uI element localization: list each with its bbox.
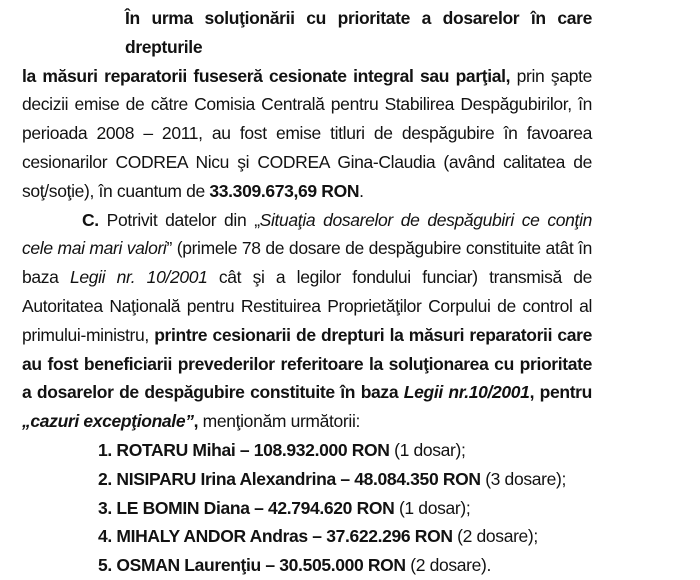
text-segment: au fost beneficiarii prevederilor referitoare la soluţionarea cu prioritate xyxy=(22,353,592,374)
text-segment: Potrivit datelor din „ xyxy=(98,209,260,230)
text-segment: În urma soluţionării cu prioritate a dosarelor în care drepturile xyxy=(125,8,592,57)
text-segment: ” (primele 78 de dosare de despăgubire constituite atât în xyxy=(166,238,593,259)
text-segment: Legii nr.10/2001 xyxy=(403,382,530,403)
text-segment: Situaţia dosarelor de despăgubiri ce conţin xyxy=(259,209,592,230)
text-segment: . xyxy=(359,180,364,201)
paragraph-line xyxy=(22,350,592,379)
paragraph-line xyxy=(22,321,592,350)
text-segment: Autoritatea Naţională pentru Restituirea Proprietăţilor Corpului de control al xyxy=(22,295,592,316)
text-segment: menţionăm următorii: xyxy=(198,411,360,432)
text-segment: printre cesionarii de drepturi la măsuri reparatorii care xyxy=(154,324,592,345)
text-segment: C. xyxy=(82,209,99,230)
text-segment: baza xyxy=(22,267,70,288)
text-segment: , xyxy=(193,411,199,432)
text-segment: 4. MIHALY ANDOR Andras – 37.622.296 RON xyxy=(98,526,458,547)
text-segment: 5. OSMAN Laurenţiu – 30.505.000 RON xyxy=(98,555,411,576)
paragraph-line xyxy=(22,148,592,177)
text-segment: 2. NISIPARU Irina Alexandrina – 48.084.350 RON xyxy=(98,468,486,489)
text-segment: (1 dosar); xyxy=(398,497,471,518)
paragraph-line xyxy=(22,263,592,292)
paragraph-line xyxy=(22,234,592,263)
paragraph-line xyxy=(22,90,592,119)
paragraph-line xyxy=(22,378,592,407)
text-segment: , pentru xyxy=(529,382,592,403)
paragraph-line xyxy=(22,4,592,62)
text-segment: a dosarelor de despăgubire constituite în baza xyxy=(22,382,404,403)
text-segment: (2 dosare). xyxy=(410,555,492,576)
text-segment: cesionarilor CODREA Nicu şi CODREA Gina-Claudia (având calitatea de xyxy=(22,151,592,172)
paragraph-line xyxy=(22,292,592,321)
paragraph-line xyxy=(22,62,592,91)
text-segment: 33.309.673,69 RON xyxy=(209,180,360,201)
text-segment: 3. LE BOMIN Diana – 42.794.620 RON xyxy=(98,497,399,518)
text-segment: la măsuri reparatorii fuseseră cesionate integral sau parţial, xyxy=(22,65,511,86)
list-item xyxy=(22,494,592,523)
text-segment: cât şi a legilor fondului funciar) transmisă de xyxy=(207,267,593,288)
text-segment: (1 dosar); xyxy=(394,439,466,460)
text-segment: decizii emise de către Comisia Centrală pentru Stabilirea Despăgubirilor, în xyxy=(22,94,592,115)
text-segment: „cazuri excepţionale” xyxy=(22,411,194,432)
text-segment: 1. ROTARU Mihai – 108.932.000 RON xyxy=(98,439,395,460)
text-segment: soţ/soţie), în cuantum de xyxy=(22,180,210,201)
text-segment: prin şapte xyxy=(510,65,592,86)
text-segment: primului-ministru, xyxy=(22,324,155,345)
list-item xyxy=(22,551,592,580)
list-item xyxy=(22,436,592,465)
text-segment: (2 dosare); xyxy=(457,526,538,547)
text-segment: Legii nr. 10/2001 xyxy=(69,267,208,288)
text-segment: cele mai mari valori xyxy=(22,238,167,259)
text-segment: (3 dosare); xyxy=(485,468,566,489)
list-item xyxy=(22,522,592,551)
paragraph-line xyxy=(22,177,592,206)
text-segment: perioada 2008 – 2011, au fost emise titluri de despăgubire în favoarea xyxy=(22,123,592,144)
paragraph-line xyxy=(22,206,592,235)
list-item xyxy=(22,465,592,494)
paragraph-line xyxy=(22,119,592,148)
paragraph-line xyxy=(22,407,592,436)
